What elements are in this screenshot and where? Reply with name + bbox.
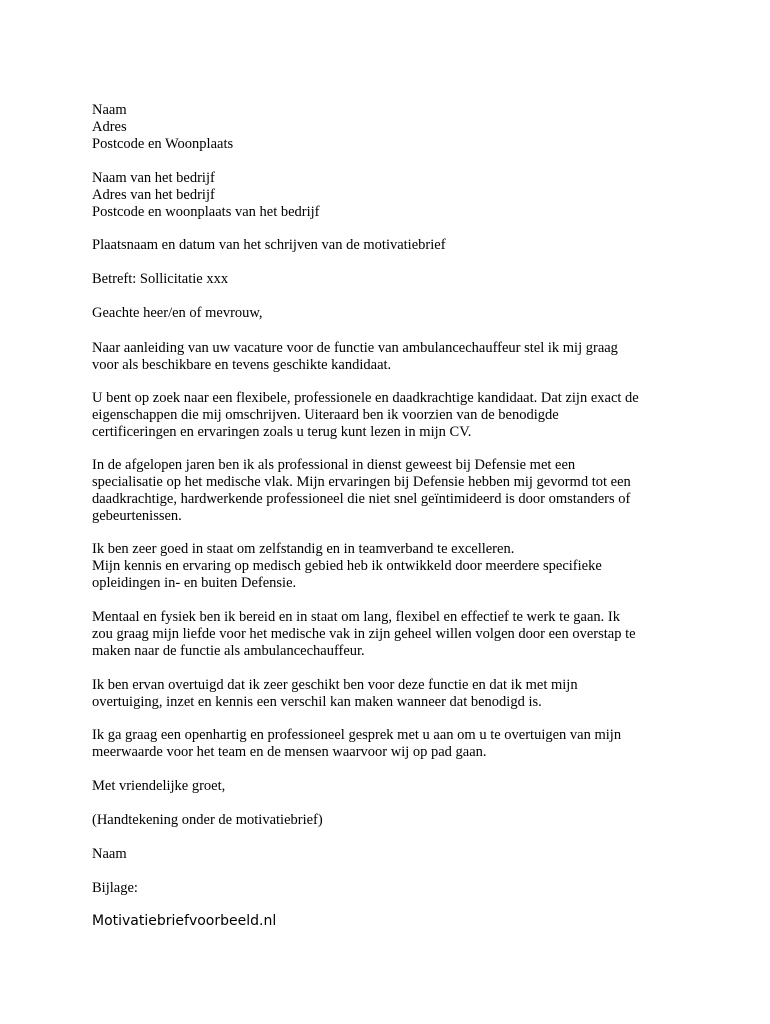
company-name: Naam van het bedrijf: [92, 170, 215, 186]
signature-name: Naam: [92, 846, 127, 862]
footer-website: Motivatiebriefvoorbeeld.nl: [92, 913, 277, 929]
paragraph-line: Ik ben zeer goed in staat om zelfstandig en in teamverband te excelleren.: [92, 541, 515, 557]
paragraph-line: overtuiging, inzet en kennis een verschil kan maken wanneer dat benodigd is.: [92, 694, 542, 710]
closing: Met vriendelijke groet,: [92, 778, 226, 794]
sender-address: Adres: [92, 119, 127, 135]
paragraph-line: Naar aanleiding van uw vacature voor de functie van ambulancechauffeur stel ik mij graag: [92, 340, 618, 356]
paragraph-line: meerwaarde voor het team en de mensen waarvoor wij op pad gaan.: [92, 744, 487, 760]
paragraph-line: maken naar de functie als ambulancechauffeur.: [92, 643, 365, 659]
paragraph-line: daadkrachtige, hardwerkende professioneel die niet snel geïntimideerd is door omstanders of: [92, 491, 631, 507]
paragraph-line: zou graag mijn liefde voor het medische vak in zijn geheel willen volgen door een overstap te: [92, 626, 636, 642]
paragraph-line: Mijn kennis en ervaring op medisch gebied heb ik ontwikkeld door meerdere specifieke: [92, 558, 602, 574]
paragraph-line: Ik ga graag een openhartig en professioneel gesprek met u aan om u te overtuigen van mijn: [92, 727, 622, 743]
subject-line: Betreft: Sollicitatie xxx: [92, 271, 229, 287]
paragraph-line: opleidingen in- en buiten Defensie.: [92, 575, 297, 591]
sender-postcode-city: Postcode en Woonplaats: [92, 136, 234, 152]
paragraph-line: voor als beschikbare en tevens geschikte kandidaat.: [92, 357, 392, 373]
paragraph-line: specialisatie op het medische vlak. Mijn ervaringen bij Defensie hebben mij gevormd tot een: [92, 474, 631, 490]
paragraph-line: gebeurtenissen.: [92, 508, 182, 524]
paragraph-line: Mentaal en fysiek ben ik bereid en in staat om lang, flexibel en effectief te werk te gaan. Ik: [92, 609, 620, 625]
sender-name: Naam: [92, 102, 127, 118]
paragraph-line: U bent op zoek naar een flexibele, professionele en daadkrachtige kandidaat. Dat zijn exact de: [92, 390, 639, 406]
signature-note: (Handtekening onder de motivatiebrief): [92, 812, 323, 828]
place-date: Plaatsnaam en datum van het schrijven van de motivatiebrief: [92, 237, 446, 253]
salutation: Geachte heer/en of mevrouw,: [92, 305, 263, 321]
company-address: Adres van het bedrijf: [92, 187, 215, 203]
company-postcode-city: Postcode en woonplaats van het bedrijf: [92, 204, 320, 220]
paragraph-line: eigenschappen die mij omschrijven. Uiteraard ben ik voorzien van de benodigde: [92, 407, 559, 423]
attachment-label: Bijlage:: [92, 880, 138, 896]
paragraph-line: certificeringen en ervaringen zoals u terug kunt lezen in mijn CV.: [92, 424, 472, 440]
paragraph-line: Ik ben ervan overtuigd dat ik zeer geschikt ben voor deze functie en dat ik met mijn: [92, 677, 578, 693]
paragraph-line: In de afgelopen jaren ben ik als professional in dienst geweest bij Defensie met een: [92, 457, 576, 473]
